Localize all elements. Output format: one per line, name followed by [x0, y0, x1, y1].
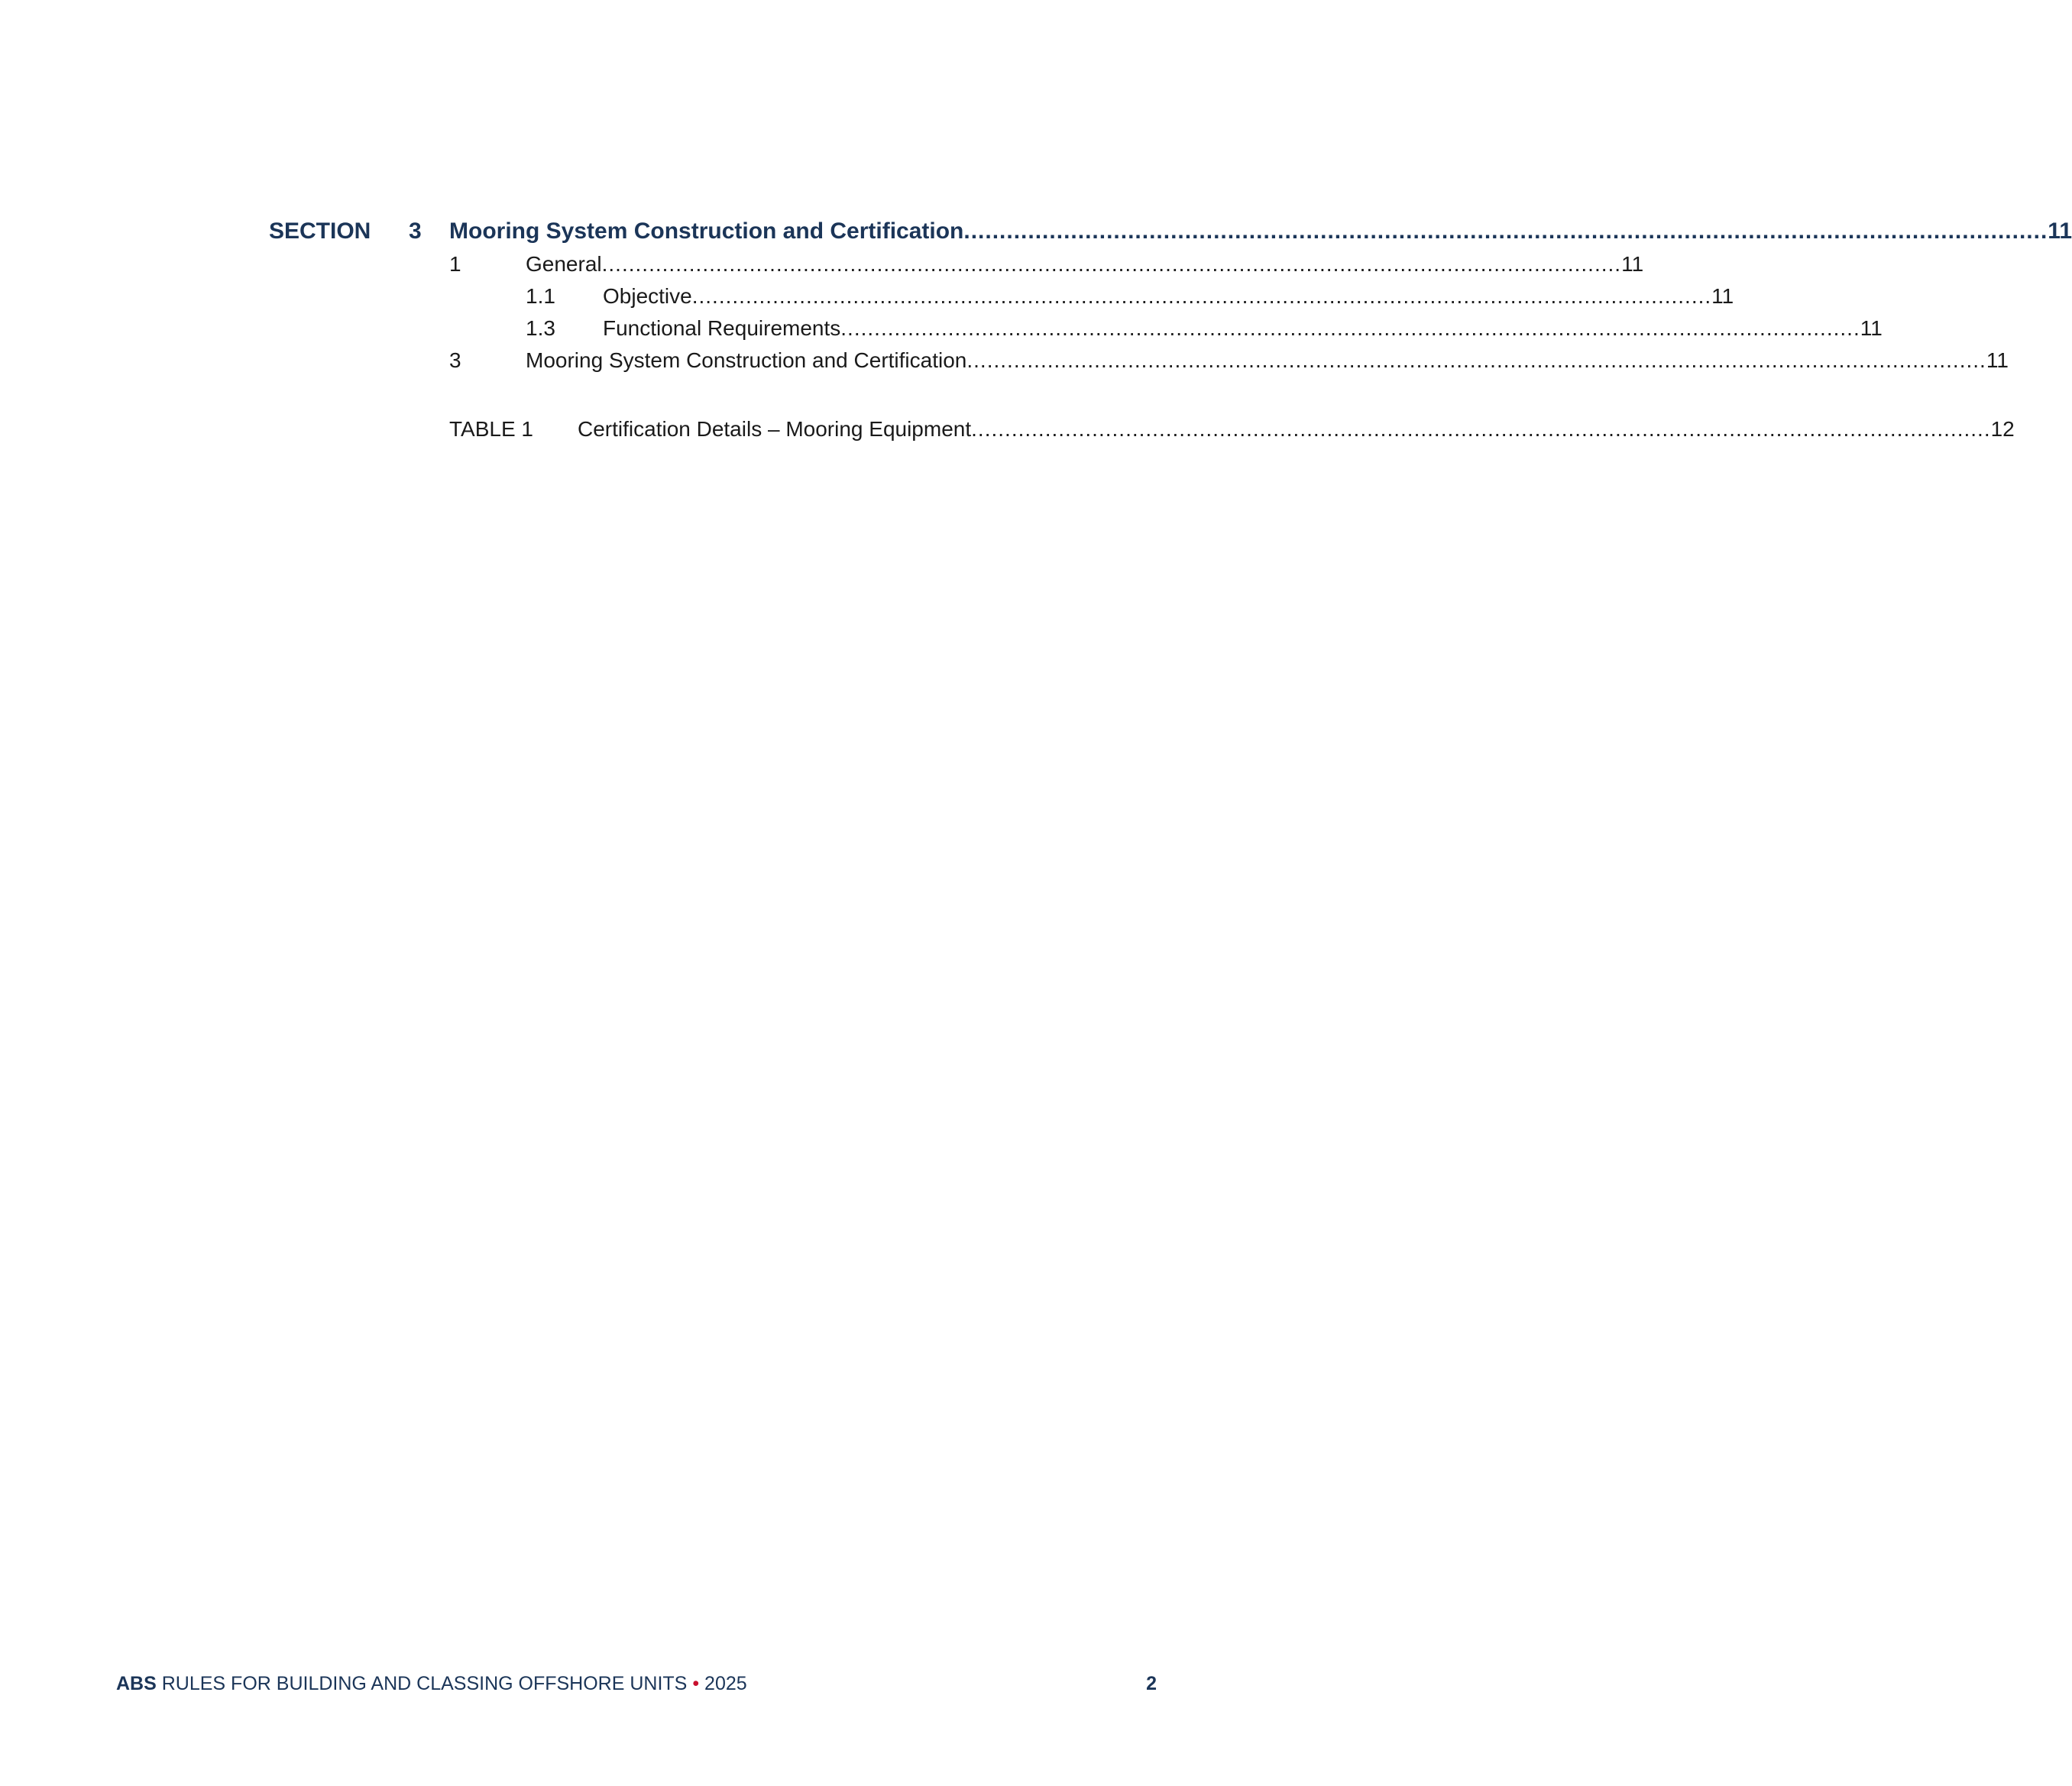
toc-entry-functional-requirements[interactable]	[603, 316, 1883, 341]
toc-section-title: Mooring System Construction and Certification	[449, 218, 964, 244]
toc-entry-page: 11	[1621, 252, 1644, 276]
toc-entry-number: 1	[449, 252, 461, 276]
toc-entry-title: Objective	[603, 284, 692, 308]
dot-leader: ........................................................................................................................................................	[971, 417, 1991, 441]
page-number: 2	[1146, 1673, 1157, 1694]
footer-title: RULES FOR BUILDING AND CLASSING OFFSHORE UNITS	[161, 1673, 688, 1694]
dot-leader: ........................................................................................................................................................	[966, 348, 1986, 372]
toc-entry-objective[interactable]	[603, 284, 1734, 309]
toc-entry-title: Functional Requirements	[603, 316, 841, 340]
dot-leader: ........................................................................................................................................................	[963, 218, 2048, 244]
toc-entry-number: 1.1	[526, 284, 555, 308]
toc-section-entry[interactable]	[449, 218, 2072, 244]
dot-leader: ........................................................................................................................................................	[691, 284, 1712, 308]
section-number: 3	[409, 218, 422, 244]
toc-entry-page: 11	[1860, 316, 1883, 340]
page-footer	[116, 1673, 747, 1695]
toc-entry-number: 3	[449, 348, 461, 372]
toc-table-label: TABLE 1	[449, 417, 533, 441]
toc-entry-page: 11	[1986, 348, 2009, 372]
footer-bullet: •	[692, 1673, 700, 1694]
section-label: SECTION	[269, 218, 371, 244]
toc-table-page: 12	[1990, 417, 2015, 441]
dot-leader: ........................................................................................................................................................	[840, 316, 1860, 340]
toc-entry-page: 11	[1711, 284, 1734, 308]
toc-table-title: Certification Details – Mooring Equipment	[578, 417, 972, 441]
toc-table-entry[interactable]	[578, 417, 2015, 442]
dot-leader: ........................................................................................................................................................	[601, 252, 1622, 276]
toc-section-page: 11	[2048, 218, 2072, 244]
toc-entry-title: General	[526, 252, 602, 276]
abs-logo-text: ABS	[116, 1673, 157, 1694]
footer-year: 2025	[704, 1673, 747, 1694]
toc-entry-number: 1.3	[526, 316, 555, 340]
toc-entry-title: Mooring System Construction and Certification	[526, 348, 967, 372]
toc-entry-mooring-system[interactable]	[526, 348, 2009, 373]
toc-entry-general[interactable]	[526, 252, 1644, 277]
